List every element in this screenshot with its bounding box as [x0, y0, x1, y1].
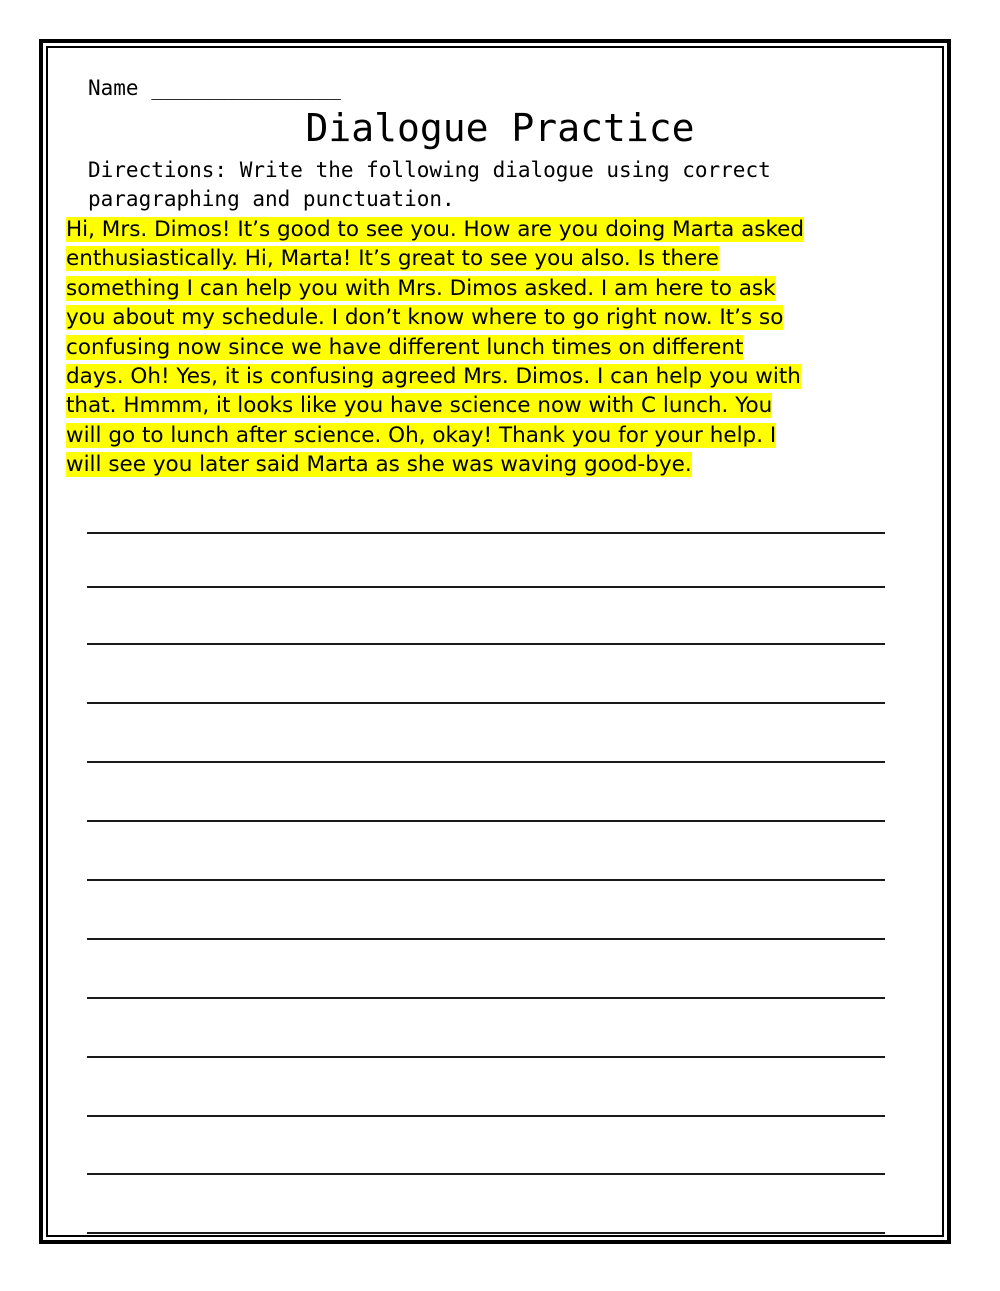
- name-field-label: Name _______________: [88, 76, 341, 100]
- writing-line[interactable]: [87, 532, 885, 534]
- writing-line[interactable]: [87, 1115, 885, 1117]
- writing-line[interactable]: [87, 1232, 885, 1234]
- writing-line[interactable]: [87, 702, 885, 704]
- page-title: Dialogue Practice: [305, 106, 695, 150]
- writing-line[interactable]: [87, 1056, 885, 1058]
- writing-line[interactable]: [87, 820, 885, 822]
- directions-line-2: paragraphing and punctuation.: [88, 187, 455, 211]
- writing-line[interactable]: [87, 879, 885, 881]
- dialogue-line: you about my schedule. I don’t know where to go right now. It’s so: [66, 305, 784, 331]
- dialogue-line: Hi, Mrs. Dimos! It’s good to see you. How are you doing Marta asked: [66, 217, 805, 242]
- writing-line[interactable]: [87, 761, 885, 763]
- dialogue-line: will go to lunch after science. Oh, okay! Thank you for your help. I: [66, 422, 777, 448]
- directions: [88, 156, 888, 214]
- dialogue-line: enthusiastically. Hi, Marta! It’s great to see you also. Is there: [66, 246, 719, 272]
- dialogue-line: something I can help you with Mrs. Dimos asked. I am here to ask: [66, 275, 776, 301]
- directions-line-1: Directions: Write the following dialogue using correct: [88, 158, 771, 182]
- writing-line[interactable]: [87, 1173, 885, 1175]
- writing-line[interactable]: [87, 586, 885, 588]
- writing-line[interactable]: [87, 938, 885, 940]
- writing-line[interactable]: [87, 643, 885, 645]
- dialogue-line: that. Hmmm, it looks like you have science now with C lunch. You: [66, 393, 773, 419]
- dialogue-line: confusing now since we have different lunch times on different: [66, 334, 744, 360]
- dialogue-passage: [66, 215, 938, 480]
- writing-line[interactable]: [87, 997, 885, 999]
- dialogue-line: will see you later said Marta as she was waving good-bye.: [66, 452, 692, 478]
- dialogue-line: days. Oh! Yes, it is confusing agreed Mrs. Dimos. I can help you with: [66, 364, 801, 390]
